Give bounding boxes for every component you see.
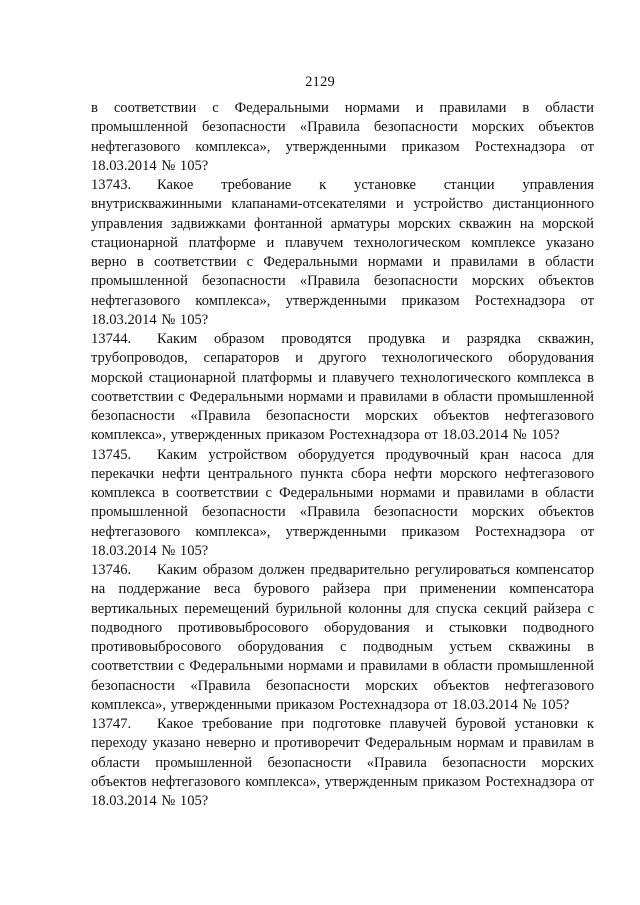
question-13744	[91, 330, 594, 446]
question-number: 13744.	[91, 331, 132, 347]
question-number: 13747.	[91, 716, 132, 732]
question-number: 13743.	[91, 177, 132, 193]
question-text: Каким устройством оборудуется продувочный кран насоса для перекачки нефти центрального пункта сбора нефти морского нефтегазового комплекса в соответствии с Федеральными нормами и правилами в области промышленной безопасности «Правила безопасности морских объектов нефтегазового комплекса», утвержденными приказом Ростехнадзора от 18.03.2014 № 105?	[91, 446, 594, 559]
question-number: 13746.	[91, 562, 132, 578]
question-text: Каким образом должен предварительно регулироваться компенсатор на поддержание веса бурового райзера при применении компенсатора вертикальных перемещений бурильной колонны для спуска секций райзера с подводного противовыбросового оборудования и стыковки подводного противовыбросового оборудования с подводным устьем скважины в соответствии с Федеральными нормами и правилами в области промышленной безопасности «Правила безопасности морских объектов нефтегазового комплекса», утвержденными приказом Ростехнадзора от 18.03.2014 № 105?	[91, 562, 594, 713]
question-number: 13745.	[91, 446, 132, 463]
question-text: Какое требование при подготовке плавучей буровой установки к переходу указано неверно и противоречит Федеральным нормам и правилам в области промышленной безопасности «Правила безопасности морских объектов нефтегазового комплекса», утвержденным приказом Ростехнадзора от 18.03.2014 № 105?	[91, 716, 594, 809]
question-13745	[91, 446, 594, 562]
question-text: Каким образом проводятся продувка и разрядка скважин, трубопроводов, сепараторов и другого технологического оборудования морской стационарной платформы и плавучего технологического комплекса в соответствии с Федеральными нормами и правилами в области промышленной безопасности «Правила безопасности морских объектов нефтегазового комплекса», утвержденных приказом Ростехнадзора от 18.03.2014 № 105?	[91, 331, 594, 444]
page-number: 2129	[305, 74, 335, 90]
question-text: в соответствии с Федеральными нормами и правилами в области промышленной безопасности «Правила безопасности морских объектов нефтегазового комплекса», утвержденными приказом Ростехнадзора от 18.03.2014 № 105?	[91, 100, 594, 174]
question-13746	[91, 561, 594, 715]
question-13747	[91, 715, 594, 811]
question-continuation	[91, 99, 594, 176]
question-text: Какое требование к установке станции управления внутрискважинными клапанами-отсекателями и устройство дистанционного управления задвижками фонтанной арматуры морских скважин на морской стационарной платформе и плавучем технологическом комплексе указано верно в соответствии с Федеральными нормами и правилами в области промышленной безопасности «Правила безопасности морских объектов нефтегазового комплекса», утвержденными приказом Ростехнадзора от 18.03.2014 № 105?	[91, 177, 594, 328]
question-list	[91, 99, 594, 811]
question-13743	[91, 176, 594, 330]
